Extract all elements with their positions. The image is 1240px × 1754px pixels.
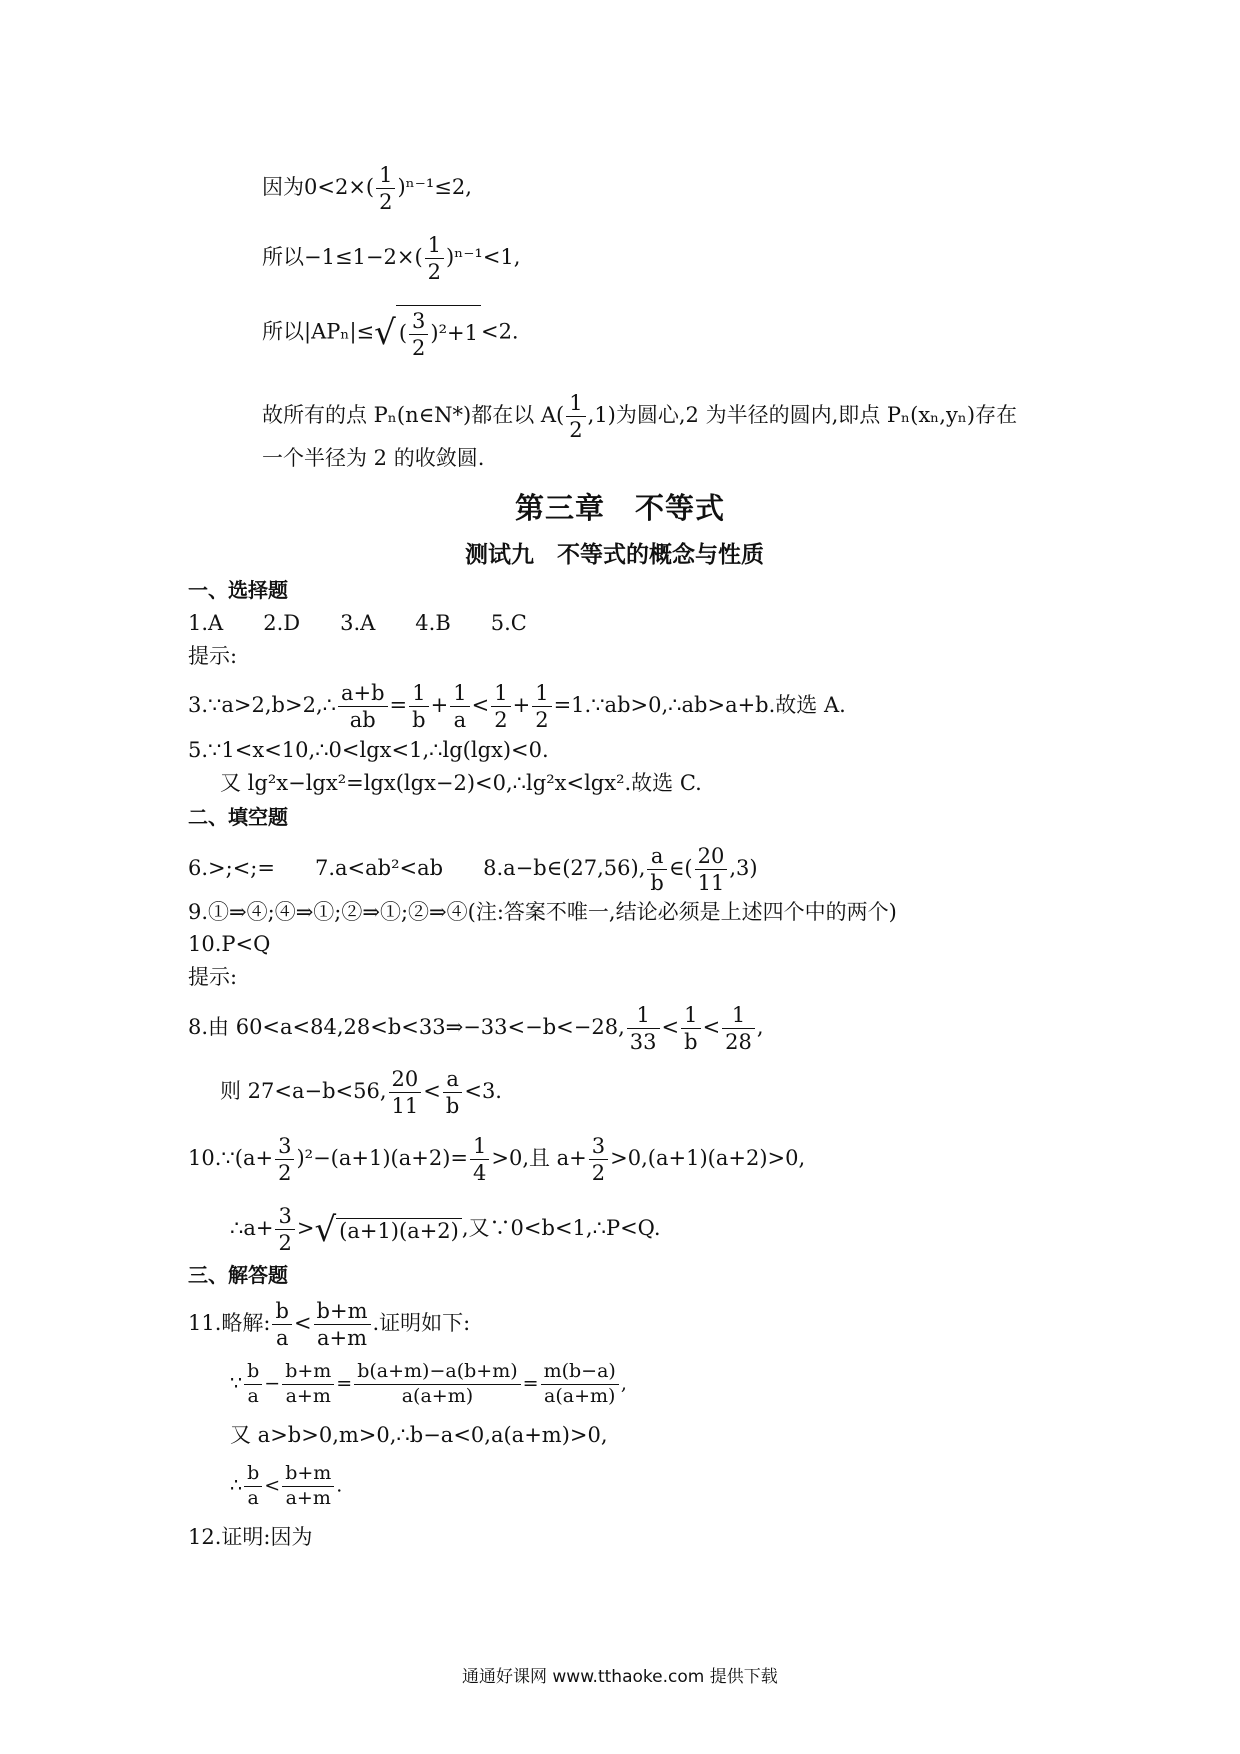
proof-line-2: 所以−1≤1−2×( $\frac{1}{2}$ )ⁿ⁻¹<1, [262,233,521,285]
answer-11-d: ∴ $\frac{b}{a}$ < $\frac{b+m}{a+m}$ . [230,1462,343,1509]
proof-line-4: 故所有的点 Pₙ(n∈N*)都在以 A( $\frac{1}{2}$ ,1)为圆心,2 为半径的圆内,即点 Pₙ(xₙ,yₙ)存在 [262,391,1018,443]
section-heading-2: 二、填空题 [188,805,288,829]
square-root: √ (a+1)(a+2) [314,1213,461,1247]
fraction: $\frac{1}{2}$ [376,162,395,215]
hint-8b: 则 27<a−b<56, $\frac{20}{11}$ < $\frac{a}{b}$ <3. [220,1067,502,1119]
hint-5a: 5.∵1<x<10,∴0<lgx<1,∴lg(lgx)<0. [188,738,549,762]
proof-line-5: 一个半径为 2 的收敛圆. [262,446,485,470]
proof-line-1: 因为0<2×( $\frac{1}{2}$ )ⁿ⁻¹≤2, [262,163,472,215]
answer-11-b: ∵ $\frac{b}{a}$ − $\frac{b+m}{a+m}$ = $\frac{b(a+m)-a(b+m)}{a(a+m)}$ = $\frac{m(b-a)}{a(a+m)}$ , [230,1360,627,1407]
proof-line-3: 所以|APₙ|≤√ ( $\frac{3}{2}$ )²+1 <2. [262,305,519,361]
chapter-title: 第三章 不等式 [515,491,726,525]
answer-11-a: 11.略解: $\frac{b}{a}$ < $\frac{b+m}{a+m}$ .证明如下: [188,1299,471,1351]
hint-label: 提示: [188,644,238,668]
hint-10b: ∴a+ $\frac{3}{2}$ >√ (a+1)(a+2) ,又∵0<b<1,∴P<Q. [230,1204,661,1256]
choice-answers: 1.A 2.D 3.A 4.B 5.C [188,611,527,635]
answer-11-c: 又 a>b>0,m>0,∴b−a<0,a(a+m)>0, [230,1423,608,1447]
page-footer: 通通好课网 www.tthaoke.com 提供下载 [462,1667,778,1687]
square-root: √ ( $\frac{3}{2}$ )²+1 [374,305,481,361]
answer-12: 12.证明:因为 [188,1525,313,1549]
fill-answer-10: 10.P<Q [188,932,271,956]
fraction: $\frac{1}{2}$ [566,390,585,443]
fill-answer-9: 9.①⇒④;④⇒①;②⇒①;②⇒④(注:答案不唯一,结论必须是上述四个中的两个) [188,900,897,924]
fraction: $\frac{1}{2}$ [425,232,444,285]
hint-3: 3.∵a>2,b>2,∴ $\frac{a+b}{ab}$ = $\frac{1}{b}$ + $\frac{1}{a}$ < $\frac{1}{2}$ + $\frac{1}{2}$ =1.∵ab>0,∴ab>a+b.故选 A. [188,681,846,733]
fill-answers-6-8: 6.>;<;= 7.a<ab²<ab 8.a−b∈(27,56), $\frac{a}{b}$ ∈( $\frac{20}{11}$ ,3) [188,844,758,896]
hint-10a: 10.∵(a+ $\frac{3}{2}$ )²−(a+1)(a+2)= $\frac{1}{4}$ >0,且 a+ $\frac{3}{2}$ >0,(a+1)(a+2)>0, [188,1134,806,1186]
hint-label-2: 提示: [188,965,238,989]
hint-8a: 8.由 60<a<84,28<b<33⇒−33<−b<−28, $\frac{1}{33}$ < $\frac{1}{b}$ < $\frac{1}{28}$ , [188,1003,764,1055]
test-title: 测试九 不等式的概念与性质 [465,542,764,568]
section-heading-3: 三、解答题 [188,1263,288,1287]
hint-5b: 又 lg²x−lgx²=lgx(lgx−2)<0,∴lg²x<lgx².故选 C. [220,771,702,795]
section-heading-1: 一、选择题 [188,578,288,602]
